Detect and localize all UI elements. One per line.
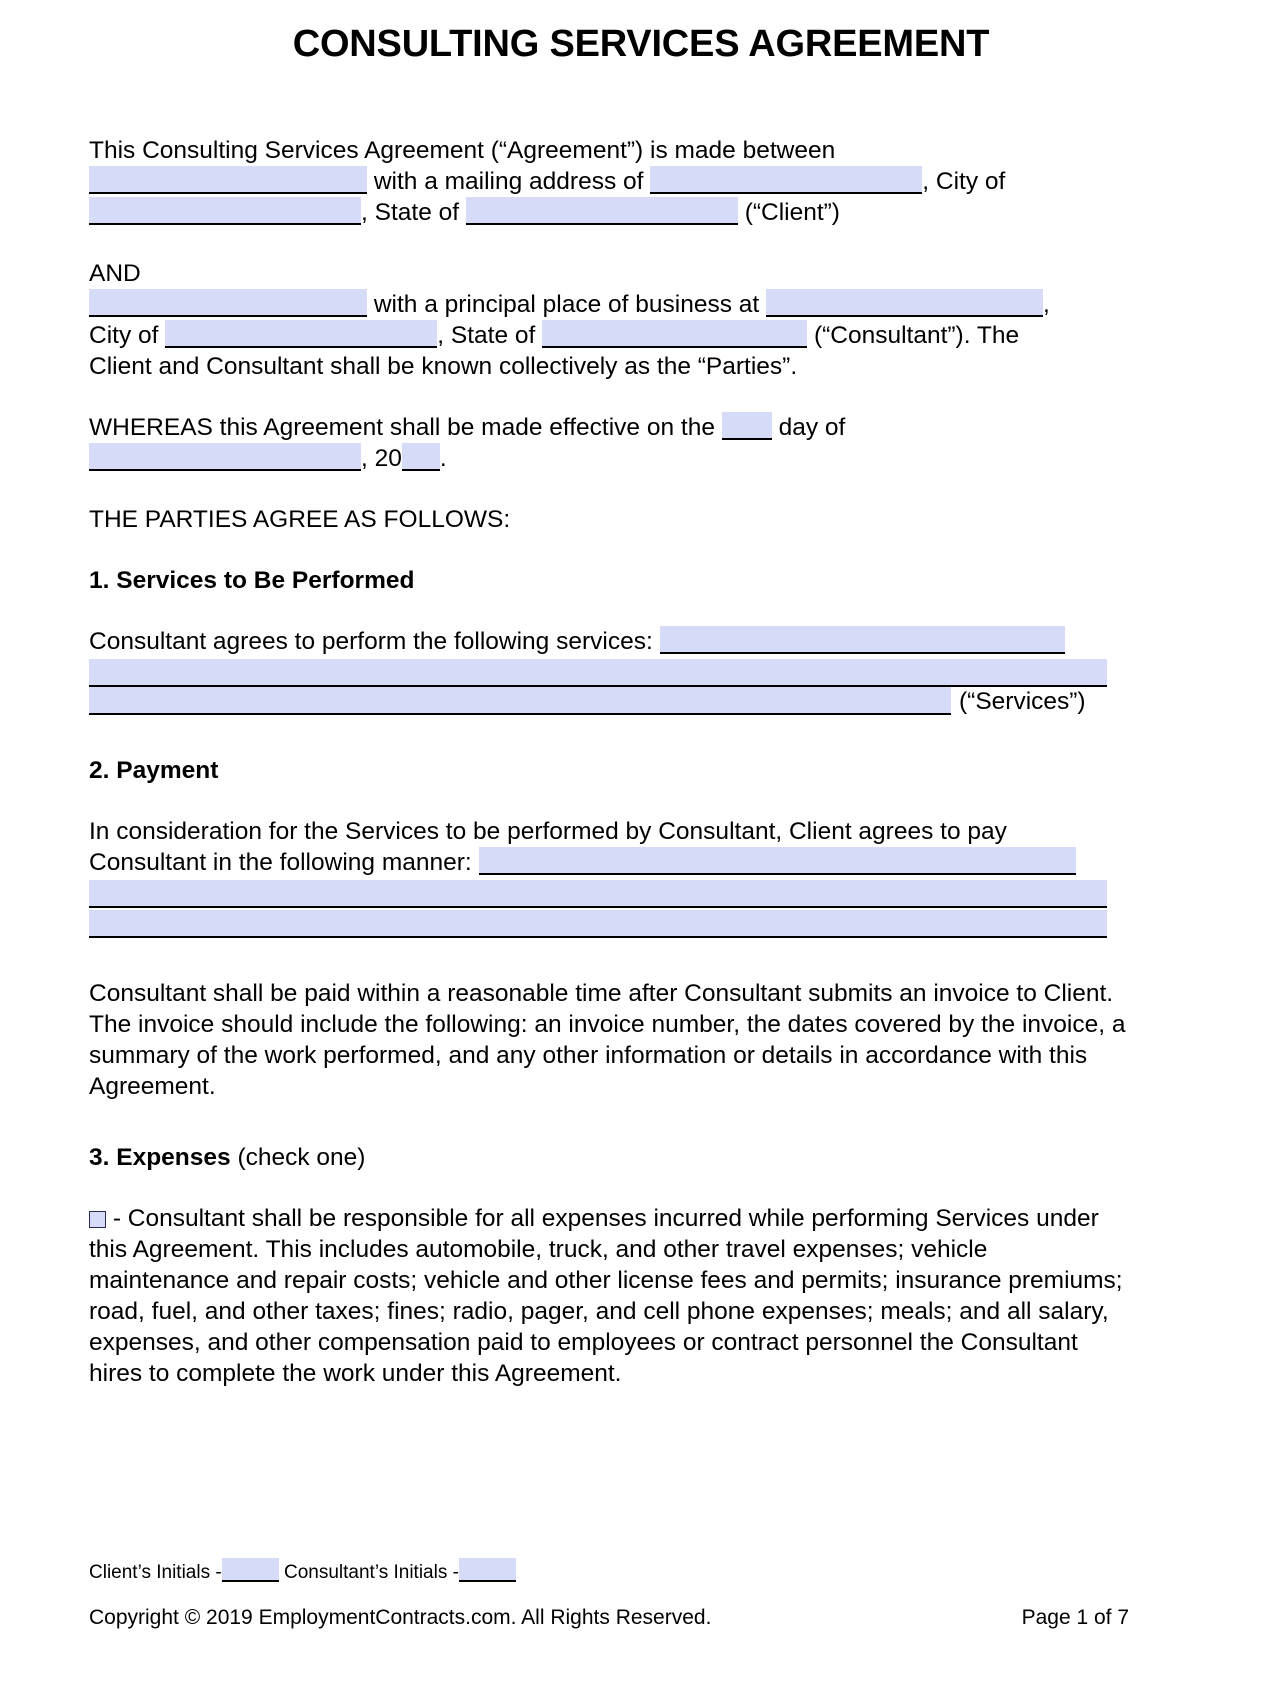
- period-label: .: [439, 445, 447, 472]
- effective-date-paragraph: [89, 412, 1129, 474]
- services-prompt: [89, 626, 1129, 657]
- page-footer: [89, 1605, 1129, 1631]
- payment-field-line-3[interactable]: [89, 910, 1107, 938]
- client-designation-label: (“Client”): [744, 199, 840, 226]
- consultant-state-field[interactable]: [542, 320, 807, 348]
- intro-paragraph: [89, 135, 1129, 228]
- consultant-comma: ,: [1043, 291, 1050, 318]
- consultant-name-field[interactable]: [89, 289, 367, 317]
- mailing-address-label: with a mailing address of: [373, 168, 644, 195]
- consultant-city-label: City of: [89, 322, 159, 349]
- document-body: [89, 135, 1129, 1389]
- expenses-option-1-checkbox[interactable]: [89, 1211, 106, 1228]
- section-3-heading-bold: 3. Expenses: [89, 1144, 231, 1171]
- payment-field-line-2[interactable]: [89, 880, 1107, 908]
- payment-terms-paragraph: Consultant shall be paid within a reasonable time after Consultant submits an invoice to Client. The invoice should include the following: an invoice number, the dates covered by the invoice, a summary of the work performed, and any other information or details in accordance with this Agreement.: [89, 980, 1126, 1100]
- initials-row: [89, 1558, 516, 1585]
- client-mailing-address-field[interactable]: [650, 166, 922, 194]
- section-2-heading: 2. Payment: [89, 757, 219, 784]
- section-3-heading-note: (check one): [237, 1144, 366, 1171]
- and-label: AND: [89, 260, 141, 287]
- services-field-line-3-row: [89, 687, 1129, 715]
- consultant-paragraph: [89, 258, 1129, 382]
- effective-month-field[interactable]: [89, 443, 361, 471]
- day-of-label: day of: [778, 414, 846, 441]
- services-prompt-label: Consultant agrees to perform the following services:: [89, 628, 653, 655]
- services-field-line-1[interactable]: [660, 626, 1065, 654]
- consultant-initials-field[interactable]: [459, 1558, 516, 1582]
- payment-prompt-line-1: In consideration for the Services to be performed by Consultant, Client agrees to pay: [89, 818, 1007, 845]
- intro-line-1: This Consulting Services Agreement (“Agreement”) is made between: [89, 137, 836, 164]
- page-title: CONSULTING SERVICES AGREEMENT: [292, 23, 990, 65]
- client-name-field[interactable]: [89, 166, 367, 194]
- page-number: Page 1 of 7: [1021, 1606, 1129, 1629]
- payment-prompt: [89, 816, 1129, 878]
- consultant-business-address-field[interactable]: [766, 289, 1043, 317]
- client-state-field[interactable]: [466, 197, 738, 225]
- services-field-line-2[interactable]: [89, 659, 1107, 687]
- consultant-city-field[interactable]: [165, 320, 437, 348]
- client-initials-label: Client’s Initials -: [89, 1562, 222, 1583]
- consultant-initials-label: Consultant’s Initials -: [283, 1562, 459, 1583]
- client-state-label: , State of: [361, 199, 460, 226]
- whereas-label: WHEREAS this Agreement shall be made effective on the: [89, 414, 715, 441]
- consultant-state-label: , State of: [437, 322, 536, 349]
- services-designation-label: (“Services”): [959, 688, 1086, 715]
- year-prefix-label: , 20: [361, 445, 402, 472]
- expenses-option-1: [89, 1203, 1129, 1389]
- payment-prompt-line-2: Consultant in the following manner:: [89, 849, 472, 876]
- client-city-label: , City of: [922, 168, 1006, 195]
- client-city-field[interactable]: [89, 197, 361, 225]
- copyright-text: Copyright © 2019 EmploymentContracts.com. All Rights Reserved.: [89, 1606, 712, 1629]
- services-field-line-3[interactable]: [89, 687, 951, 715]
- parties-agree-text: THE PARTIES AGREE AS FOLLOWS:: [89, 506, 511, 533]
- effective-year-field[interactable]: [402, 443, 440, 471]
- expenses-option-1-text: - Consultant shall be responsible for all expenses incurred while performing Services under this Agreement. This includes automobile, truck, and other travel expenses; vehicle maintenance and repair costs; vehicle and other license fees and permits; insurance premiums; road, fuel, and other taxes; fines; radio, pager, and cell phone expenses; meals; and all salary, expenses, and other compensation paid to employees or contract personnel the Consultant hires to complete the work under this Agreement.: [89, 1205, 1123, 1387]
- section-3-heading: [89, 1142, 1129, 1173]
- business-address-label: with a principal place of business at: [373, 291, 760, 318]
- consultant-designation-label: (“Consultant”). The: [813, 322, 1020, 349]
- section-1-heading: 1. Services to Be Performed: [89, 567, 415, 594]
- parties-collective-text: Client and Consultant shall be known collectively as the “Parties”.: [89, 353, 798, 380]
- payment-field-line-1[interactable]: [479, 847, 1076, 875]
- client-initials-field[interactable]: [222, 1558, 279, 1582]
- effective-day-field[interactable]: [722, 412, 772, 440]
